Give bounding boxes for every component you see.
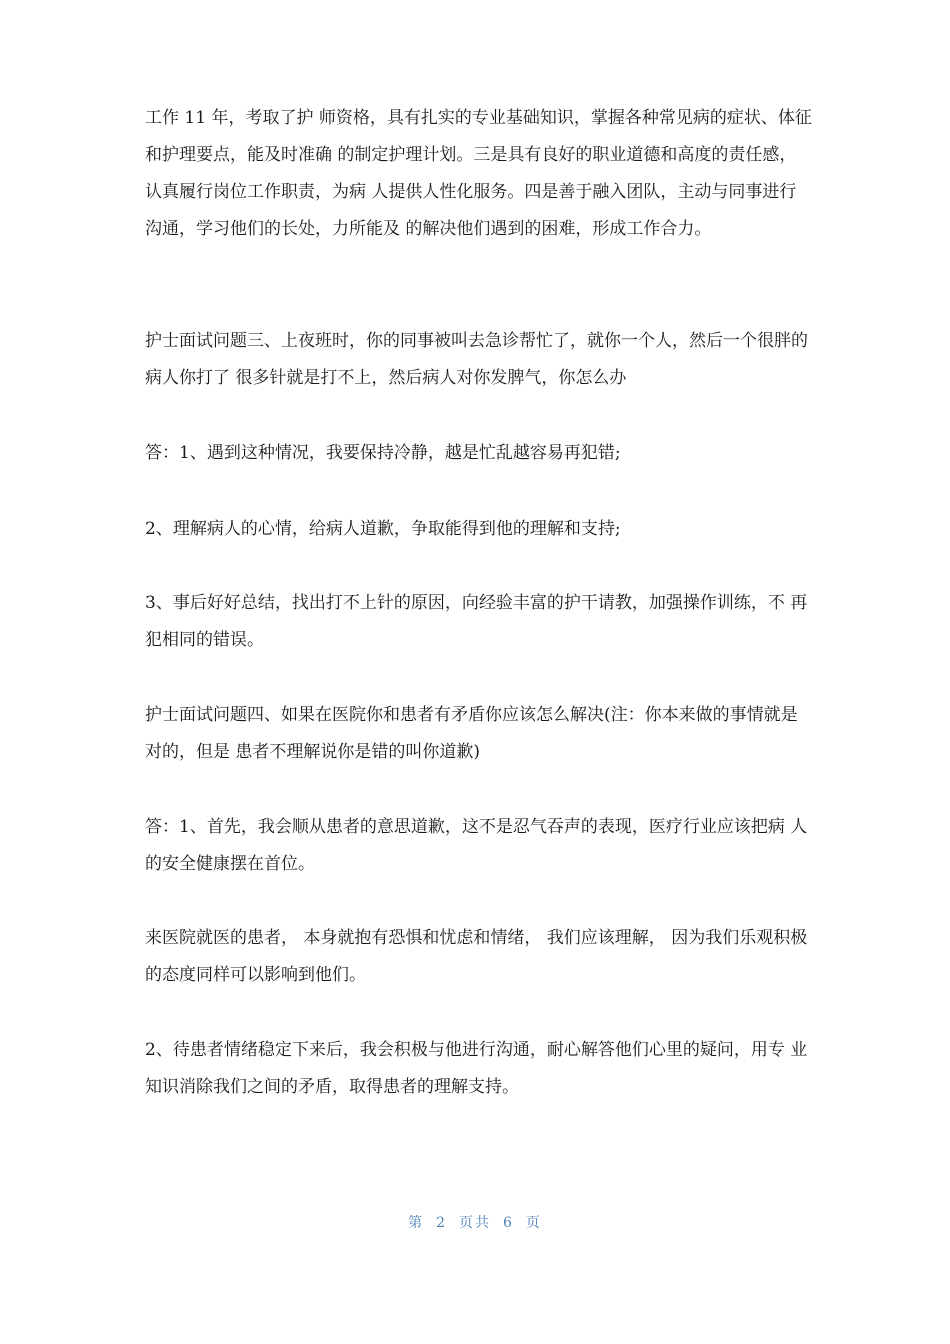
footer-label-ye: 页 xyxy=(525,1215,542,1231)
paragraph-8: 来医院就医的患者， 本身就抱有恐惧和忧虑和情绪， 我们应该理解， 因为我们乐观积极的态度同样可以影响到他们。 xyxy=(145,928,808,985)
paragraph-7: 答：1、首先，我会顺从患者的意思道歉，这不是忍气吞声的表现，医疗行业应该把病 人的安全健康摆在首位。 xyxy=(145,817,808,874)
paragraph-6: 护士面试问题四、如果在医院你和患者有矛盾你应该怎么解决(注：你本来做的事情就是对的，但是 患者不理解说你是错的叫你道歉) xyxy=(145,705,798,762)
page-footer xyxy=(0,1212,950,1232)
paragraph-3: 答：1、遇到这种情况，我要保持冷静，越是忙乱越容易再犯错; xyxy=(145,443,621,463)
footer-label-di: 第 xyxy=(408,1215,425,1231)
footer-label-ye-gong: 页共 xyxy=(459,1215,491,1231)
paragraph-9: 2、待患者情绪稳定下来后，我会积极与他进行沟通，耐心解答他们心里的疑问，用专 业知识消除我们之间的矛盾，取得患者的理解支持。 xyxy=(145,1040,808,1097)
footer-total-pages: 6 xyxy=(503,1215,514,1231)
paragraph-2: 护士面试问题三、上夜班时，你的同事被叫去急诊帮忙了，就你一个人，然后一个很胖的病人你打了 很多针就是打不上，然后病人对你发脾气，你怎么办 xyxy=(145,331,808,388)
footer-current-page: 2 xyxy=(436,1215,447,1231)
paragraph-5: 3、事后好好总结，找出打不上针的原因，向经验丰富的护干请教，加强操作训练，不 再犯相同的错误。 xyxy=(145,593,808,650)
paragraph-4: 2、理解病人的心情，给病人道歉，争取能得到他的理解和支持; xyxy=(145,519,621,539)
paragraph-1: 工作 11 年，考取了护 师资格，具有扎实的专业基础知识，掌握各种常见病的症状、体征和护理要点，能及时准确 的制定护理计划。三是具有良好的职业道德和高度的责任感，认真履行岗位工作职责，为病 人提供人性化服务。四是善于融入团队，主动与同事进行沟通，学习他们的长处，力所能及 的解决他们遇到的困难，形成工作合力。 xyxy=(145,108,812,239)
